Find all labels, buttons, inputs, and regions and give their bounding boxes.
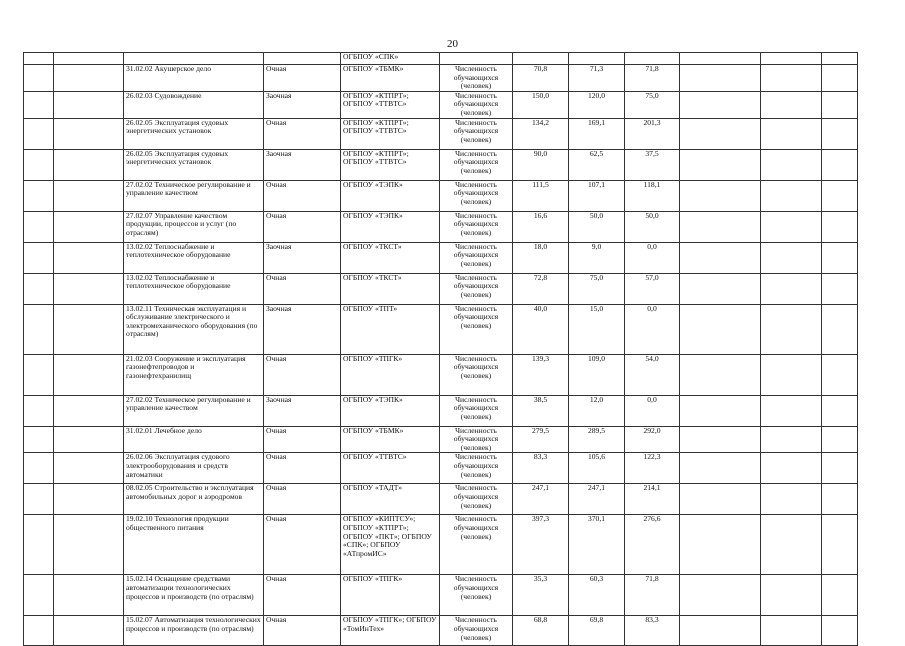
empty-cell bbox=[822, 304, 858, 354]
empty-cell bbox=[761, 395, 822, 426]
indicator-cell: Численность обучающихся (человек) bbox=[440, 242, 513, 273]
margin-cell bbox=[24, 515, 54, 575]
table-row bbox=[24, 211, 858, 242]
value-cell-3: 57,0 bbox=[625, 273, 680, 304]
study-form-cell: Очная bbox=[264, 273, 341, 304]
specialty-cell: 15.02.14 Оснащение средствами автоматизации технологических процессов и производств (по отраслям) bbox=[124, 575, 264, 616]
table-body bbox=[24, 53, 858, 646]
margin-cell bbox=[24, 242, 54, 273]
empty-cell bbox=[680, 53, 761, 65]
value-cell-2: 289,5 bbox=[569, 426, 625, 453]
empty-cell bbox=[54, 242, 124, 273]
value-cell-2: 15,0 bbox=[569, 304, 625, 354]
specialty-cell: 13.02.02 Теплоснабжение и теплотехническое оборудование bbox=[124, 242, 264, 273]
specialty-cell: 26.02.05 Эксплуатация судовых энергетических установок bbox=[124, 149, 264, 180]
empty-cell bbox=[822, 273, 858, 304]
indicator-cell: Численность обучающихся (человек) bbox=[440, 91, 513, 118]
value-cell-2: 69,8 bbox=[569, 616, 625, 646]
indicator-cell bbox=[440, 53, 513, 65]
value-cell-2: 50,0 bbox=[569, 211, 625, 242]
organization-cell: ОГБПОУ «ТКСТ» bbox=[341, 242, 440, 273]
empty-cell bbox=[54, 180, 124, 211]
empty-cell bbox=[822, 149, 858, 180]
table-row bbox=[24, 453, 858, 484]
organization-cell: ОГБПОУ «СПК» bbox=[341, 53, 440, 65]
empty-cell bbox=[761, 149, 822, 180]
study-form-cell: Заочная bbox=[264, 149, 341, 180]
indicator-cell: Численность обучающихся (человек) bbox=[440, 65, 513, 92]
value-cell-2: 247,1 bbox=[569, 484, 625, 515]
empty-cell bbox=[822, 118, 858, 149]
specialty-cell: 27.02.02 Техническое регулирование и управление качеством bbox=[124, 180, 264, 211]
indicator-cell: Численность обучающихся (человек) bbox=[440, 211, 513, 242]
indicator-cell: Численность обучающихся (человек) bbox=[440, 354, 513, 395]
empty-cell bbox=[822, 180, 858, 211]
organization-cell: ОГБПОУ «ТПГК» bbox=[341, 575, 440, 616]
value-cell-3: 37,5 bbox=[625, 149, 680, 180]
indicator-cell: Численность обучающихся (человек) bbox=[440, 616, 513, 646]
empty-cell bbox=[822, 242, 858, 273]
value-cell-1: 111,5 bbox=[513, 180, 569, 211]
empty-cell bbox=[54, 91, 124, 118]
value-cell-1: 134,2 bbox=[513, 118, 569, 149]
empty-cell bbox=[822, 616, 858, 646]
margin-cell bbox=[24, 354, 54, 395]
empty-cell bbox=[680, 242, 761, 273]
organization-cell: ОГБПОУ «КТПРТ»; ОГБПОУ «ТТВТС» bbox=[341, 118, 440, 149]
empty-cell bbox=[54, 616, 124, 646]
table-row bbox=[24, 180, 858, 211]
margin-cell bbox=[24, 484, 54, 515]
margin-cell bbox=[24, 616, 54, 646]
organization-cell: ОГБПОУ «КТПРТ»; ОГБПОУ «ТТВТС» bbox=[341, 91, 440, 118]
specialty-cell bbox=[124, 53, 264, 65]
value-cell-3: 71,8 bbox=[625, 65, 680, 92]
study-form-cell: Очная bbox=[264, 180, 341, 211]
value-cell-2: 60,3 bbox=[569, 575, 625, 616]
organization-cell: ОГБПОУ «ТБМК» bbox=[341, 65, 440, 92]
table-row bbox=[24, 65, 858, 92]
table-row bbox=[24, 91, 858, 118]
value-cell-1: 18,0 bbox=[513, 242, 569, 273]
empty-cell bbox=[822, 91, 858, 118]
organization-cell: ОГБПОУ «ТПГК» bbox=[341, 354, 440, 395]
table-row bbox=[24, 426, 858, 453]
indicator-cell: Численность обучающихся (человек) bbox=[440, 453, 513, 484]
value-cell-1: 139,3 bbox=[513, 354, 569, 395]
specialty-cell: 08.02.05 Строительство и эксплуатация автомобильных дорог и аэродромов bbox=[124, 484, 264, 515]
organization-cell: ОГБПОУ «КТПРТ»; ОГБПОУ «ТТВТС» bbox=[341, 149, 440, 180]
value-cell-2: 12,0 bbox=[569, 395, 625, 426]
value-cell-2 bbox=[569, 53, 625, 65]
table-row bbox=[24, 242, 858, 273]
table-row bbox=[24, 616, 858, 646]
organization-cell: ОГБПОУ «ТПТ» bbox=[341, 304, 440, 354]
margin-cell bbox=[24, 453, 54, 484]
value-cell-1: 72,8 bbox=[513, 273, 569, 304]
study-form-cell: Заочная bbox=[264, 395, 341, 426]
value-cell-1: 68,8 bbox=[513, 616, 569, 646]
margin-cell bbox=[24, 575, 54, 616]
study-form-cell: Очная bbox=[264, 575, 341, 616]
specialty-cell: 27.02.07 Управление качеством продукции, процессов и услуг (по отраслям) bbox=[124, 211, 264, 242]
value-cell-1: 35,3 bbox=[513, 575, 569, 616]
empty-cell bbox=[680, 304, 761, 354]
empty-cell bbox=[822, 515, 858, 575]
study-form-cell: Очная bbox=[264, 426, 341, 453]
value-cell-2: 62,5 bbox=[569, 149, 625, 180]
value-cell-1: 279,5 bbox=[513, 426, 569, 453]
empty-cell bbox=[761, 426, 822, 453]
value-cell-1 bbox=[513, 53, 569, 65]
value-cell-3: 83,3 bbox=[625, 616, 680, 646]
specialty-cell: 13.02.02 Теплоснабжение и теплотехническое оборудование bbox=[124, 273, 264, 304]
empty-cell bbox=[761, 453, 822, 484]
margin-cell bbox=[24, 65, 54, 92]
empty-cell bbox=[822, 484, 858, 515]
empty-cell bbox=[822, 65, 858, 92]
empty-cell bbox=[680, 453, 761, 484]
specialty-cell: 31.02.02 Акушерское дело bbox=[124, 65, 264, 92]
empty-cell bbox=[54, 65, 124, 92]
empty-cell bbox=[680, 211, 761, 242]
table-row bbox=[24, 395, 858, 426]
value-cell-3: 276,6 bbox=[625, 515, 680, 575]
specialty-cell: 13.02.11 Техническая эксплуатация и обслуживание электрического и электромеханического оборудования (по отраслям) bbox=[124, 304, 264, 354]
value-cell-3: 292,0 bbox=[625, 426, 680, 453]
organization-cell: ОГБПОУ «ТЭПК» bbox=[341, 211, 440, 242]
empty-cell bbox=[761, 304, 822, 354]
value-cell-2: 169,1 bbox=[569, 118, 625, 149]
empty-cell bbox=[680, 273, 761, 304]
data-table bbox=[23, 52, 858, 646]
value-cell-2: 105,6 bbox=[569, 453, 625, 484]
organization-cell: ОГБПОУ «ТЭПК» bbox=[341, 395, 440, 426]
table-row bbox=[24, 575, 858, 616]
study-form-cell: Очная bbox=[264, 211, 341, 242]
organization-cell: ОГБПОУ «ТЭПК» bbox=[341, 180, 440, 211]
margin-cell bbox=[24, 273, 54, 304]
value-cell-2: 109,0 bbox=[569, 354, 625, 395]
margin-cell bbox=[24, 53, 54, 65]
value-cell-3: 50,0 bbox=[625, 211, 680, 242]
specialty-cell: 26.02.06 Эксплуатация судового электрооборудования и средств автоматики bbox=[124, 453, 264, 484]
empty-cell bbox=[761, 211, 822, 242]
table-row bbox=[24, 304, 858, 354]
value-cell-2: 75,0 bbox=[569, 273, 625, 304]
organization-cell: ОГБПОУ «ТАДТ» bbox=[341, 484, 440, 515]
empty-cell bbox=[822, 453, 858, 484]
empty-cell bbox=[54, 53, 124, 65]
empty-cell bbox=[54, 354, 124, 395]
organization-cell: ОГБПОУ «ТПГК»; ОГБПОУ «ТомИнТех» bbox=[341, 616, 440, 646]
empty-cell bbox=[761, 180, 822, 211]
empty-cell bbox=[54, 426, 124, 453]
empty-cell bbox=[680, 575, 761, 616]
value-cell-1: 90,0 bbox=[513, 149, 569, 180]
value-cell-3: 71,8 bbox=[625, 575, 680, 616]
empty-cell bbox=[761, 65, 822, 92]
organization-cell: ОГБПОУ «ТБМК» bbox=[341, 426, 440, 453]
empty-cell bbox=[761, 575, 822, 616]
empty-cell bbox=[680, 354, 761, 395]
value-cell-2: 120,0 bbox=[569, 91, 625, 118]
margin-cell bbox=[24, 118, 54, 149]
table-row bbox=[24, 484, 858, 515]
value-cell-1: 38,5 bbox=[513, 395, 569, 426]
study-form-cell: Заочная bbox=[264, 242, 341, 273]
study-form-cell: Очная bbox=[264, 484, 341, 515]
empty-cell bbox=[54, 484, 124, 515]
value-cell-1: 397,3 bbox=[513, 515, 569, 575]
margin-cell bbox=[24, 211, 54, 242]
study-form-cell: Заочная bbox=[264, 91, 341, 118]
value-cell-3: 214,1 bbox=[625, 484, 680, 515]
table-row bbox=[24, 118, 858, 149]
empty-cell bbox=[822, 354, 858, 395]
margin-cell bbox=[24, 180, 54, 211]
value-cell-2: 9,0 bbox=[569, 242, 625, 273]
organization-cell: ОГБПОУ «КИПТСУ»; ОГБПОУ «КТПРТ»; ОГБПОУ «ПКТ»; ОГБПОУ «СПК»; ОГБПОУ «АТпромИС» bbox=[341, 515, 440, 575]
empty-cell bbox=[54, 395, 124, 426]
empty-cell bbox=[680, 118, 761, 149]
empty-cell bbox=[761, 354, 822, 395]
empty-cell bbox=[54, 273, 124, 304]
empty-cell bbox=[822, 211, 858, 242]
value-cell-3: 118,1 bbox=[625, 180, 680, 211]
value-cell-3: 75,0 bbox=[625, 91, 680, 118]
table-row bbox=[24, 354, 858, 395]
empty-cell bbox=[761, 273, 822, 304]
organization-cell: ОГБПОУ «ТТВТС» bbox=[341, 453, 440, 484]
value-cell-3: 0,0 bbox=[625, 242, 680, 273]
value-cell-2: 71,3 bbox=[569, 65, 625, 92]
indicator-cell: Численность обучающихся (человек) bbox=[440, 304, 513, 354]
value-cell-3: 0,0 bbox=[625, 304, 680, 354]
empty-cell bbox=[680, 149, 761, 180]
value-cell-1: 247,1 bbox=[513, 484, 569, 515]
value-cell-3: 122,3 bbox=[625, 453, 680, 484]
indicator-cell: Численность обучающихся (человек) bbox=[440, 575, 513, 616]
margin-cell bbox=[24, 395, 54, 426]
specialty-cell: 26.02.03 Судовождение bbox=[124, 91, 264, 118]
study-form-cell: Очная bbox=[264, 65, 341, 92]
table-row bbox=[24, 53, 858, 65]
study-form-cell bbox=[264, 53, 341, 65]
indicator-cell: Численность обучающихся (человек) bbox=[440, 273, 513, 304]
study-form-cell: Очная bbox=[264, 354, 341, 395]
specialty-cell: 31.02.01 Лечебное дело bbox=[124, 426, 264, 453]
table-row bbox=[24, 515, 858, 575]
study-form-cell: Заочная bbox=[264, 304, 341, 354]
specialty-cell: 21.02.03 Сооружение и эксплуатация газонефтепроводов и газонефтехранилищ bbox=[124, 354, 264, 395]
empty-cell bbox=[680, 426, 761, 453]
indicator-cell: Численность обучающихся (человек) bbox=[440, 118, 513, 149]
value-cell-1: 150,0 bbox=[513, 91, 569, 118]
empty-cell bbox=[822, 575, 858, 616]
study-form-cell: Очная bbox=[264, 453, 341, 484]
empty-cell bbox=[54, 515, 124, 575]
value-cell-1: 40,0 bbox=[513, 304, 569, 354]
empty-cell bbox=[761, 484, 822, 515]
organization-cell: ОГБПОУ «ТКСТ» bbox=[341, 273, 440, 304]
empty-cell bbox=[54, 575, 124, 616]
value-cell-2: 107,1 bbox=[569, 180, 625, 211]
indicator-cell: Численность обучающихся (человек) bbox=[440, 484, 513, 515]
table-row bbox=[24, 273, 858, 304]
page-number: 20 bbox=[447, 38, 458, 50]
value-cell-1: 70,8 bbox=[513, 65, 569, 92]
margin-cell bbox=[24, 91, 54, 118]
empty-cell bbox=[680, 65, 761, 92]
value-cell-1: 83,3 bbox=[513, 453, 569, 484]
specialty-cell: 19.02.10 Технология продукции общественного питания bbox=[124, 515, 264, 575]
study-form-cell: Очная bbox=[264, 616, 341, 646]
empty-cell bbox=[761, 616, 822, 646]
empty-cell bbox=[54, 304, 124, 354]
indicator-cell: Численность обучающихся (человек) bbox=[440, 515, 513, 575]
indicator-cell: Численность обучающихся (человек) bbox=[440, 149, 513, 180]
margin-cell bbox=[24, 426, 54, 453]
specialty-cell: 15.02.07 Автоматизация технологических процессов и производств (по отраслям) bbox=[124, 616, 264, 646]
empty-cell bbox=[54, 118, 124, 149]
empty-cell bbox=[54, 453, 124, 484]
empty-cell bbox=[822, 395, 858, 426]
empty-cell bbox=[761, 242, 822, 273]
specialty-cell: 27.02.02 Техническое регулирование и управление качеством bbox=[124, 395, 264, 426]
empty-cell bbox=[54, 211, 124, 242]
value-cell-1: 16,6 bbox=[513, 211, 569, 242]
empty-cell bbox=[822, 426, 858, 453]
empty-cell bbox=[761, 515, 822, 575]
empty-cell bbox=[680, 395, 761, 426]
value-cell-3: 54,0 bbox=[625, 354, 680, 395]
table-row bbox=[24, 149, 858, 180]
margin-cell bbox=[24, 304, 54, 354]
value-cell-2: 370,1 bbox=[569, 515, 625, 575]
empty-cell bbox=[680, 180, 761, 211]
indicator-cell: Численность обучающихся (человек) bbox=[440, 180, 513, 211]
value-cell-3: 201,3 bbox=[625, 118, 680, 149]
empty-cell bbox=[761, 118, 822, 149]
specialty-cell: 26.02.05 Эксплуатация судовых энергетических установок bbox=[124, 118, 264, 149]
empty-cell bbox=[54, 149, 124, 180]
study-form-cell: Очная bbox=[264, 118, 341, 149]
empty-cell bbox=[680, 484, 761, 515]
indicator-cell: Численность обучающихся (человек) bbox=[440, 426, 513, 453]
empty-cell bbox=[680, 515, 761, 575]
empty-cell bbox=[680, 91, 761, 118]
value-cell-3: 0,0 bbox=[625, 395, 680, 426]
empty-cell bbox=[761, 53, 822, 65]
study-form-cell: Очная bbox=[264, 515, 341, 575]
empty-cell bbox=[822, 53, 858, 65]
indicator-cell: Численность обучающихся (человек) bbox=[440, 395, 513, 426]
empty-cell bbox=[761, 91, 822, 118]
empty-cell bbox=[680, 616, 761, 646]
value-cell-3 bbox=[625, 53, 680, 65]
margin-cell bbox=[24, 149, 54, 180]
